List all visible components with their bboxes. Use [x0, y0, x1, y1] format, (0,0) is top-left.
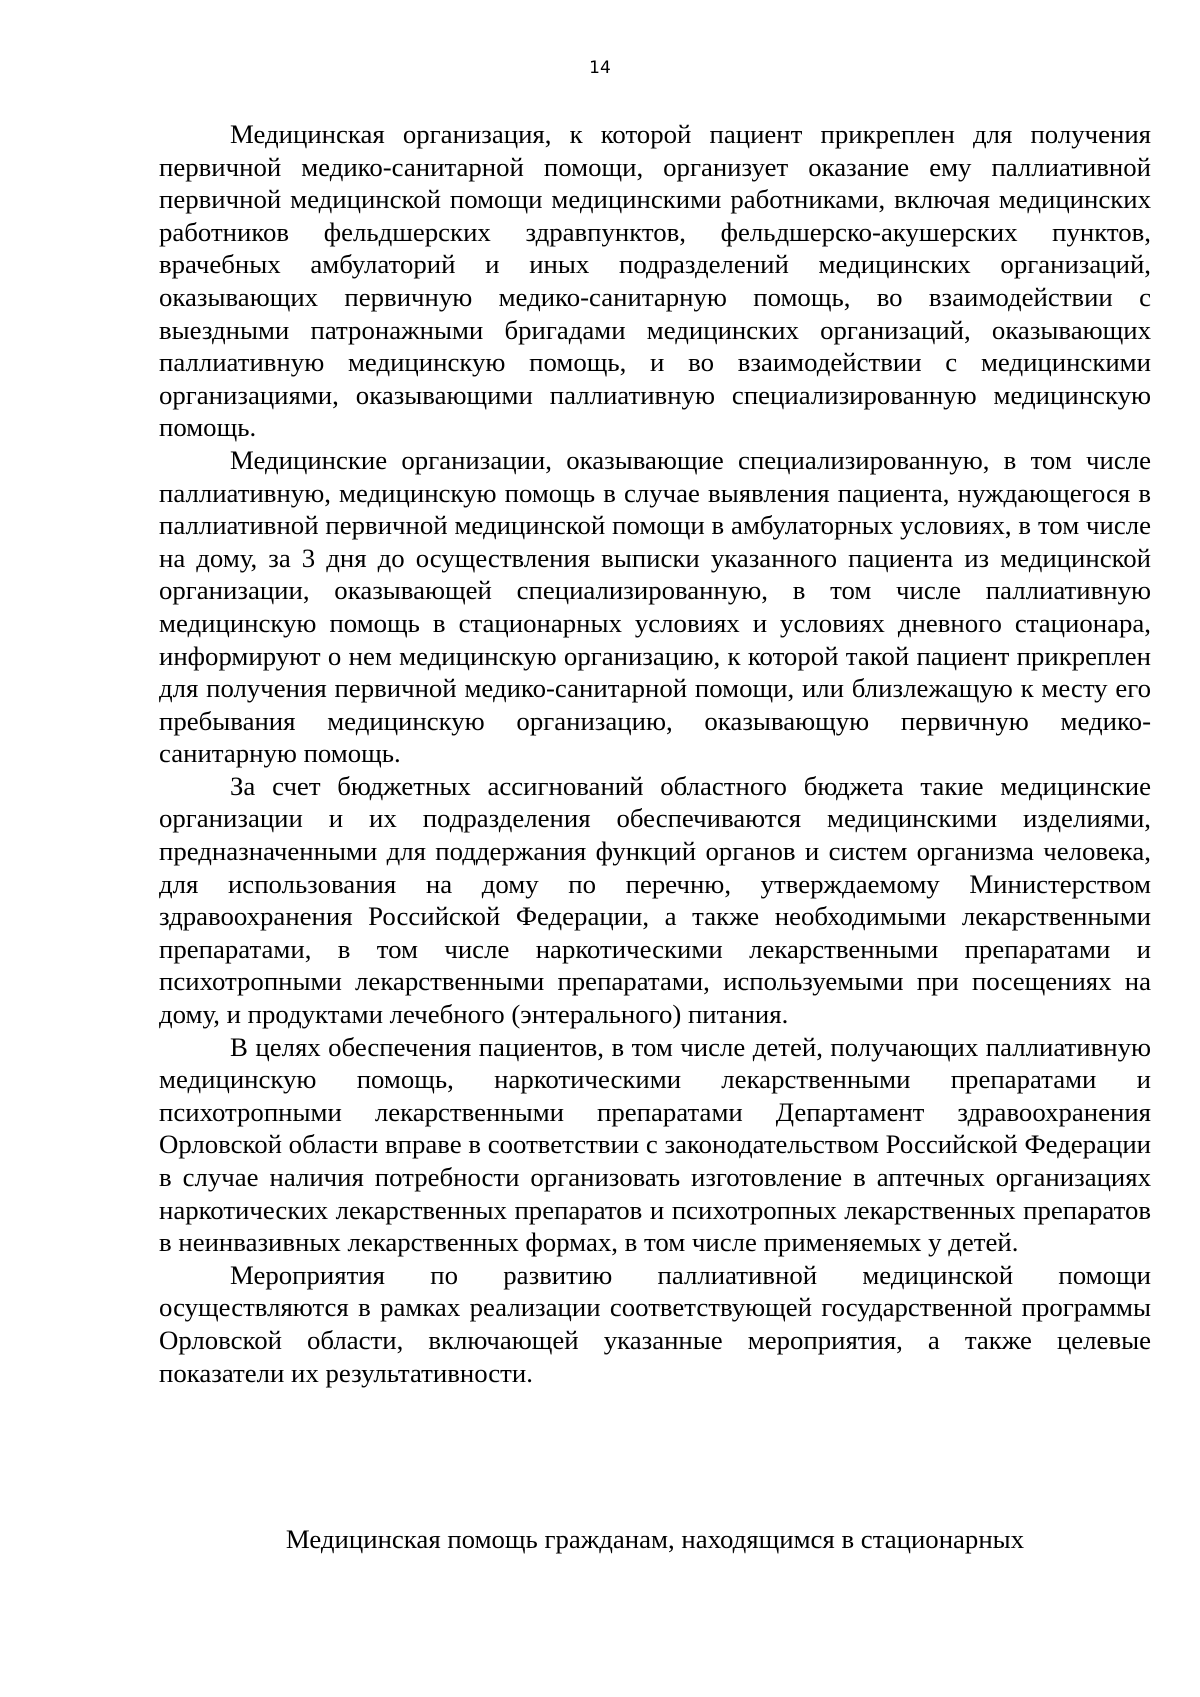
document-body: [159, 118, 1151, 1389]
section-heading: Медицинская помощь гражданам, находящимся в стационарных: [285, 1524, 1025, 1554]
page-number: 14: [589, 58, 611, 78]
paragraph-state-program-measures: Мероприятия по развитию паллиативной медицинской помощи осуществляются в рамках реализации соответствующей государственной программы Орловской области, включающей указанные мероприятия, а также целевые показатели их результативности.: [159, 1259, 1151, 1388]
paragraph-patient-discharge-notification: Медицинские организации, оказывающие специализированную, в том числе паллиативную, медицинскую помощь в случае выявления пациента, нуждающегося в паллиативной первичной медицинской помощи в амбулаторных условиях, в том числе на дому, за 3 дня до осуществления выписки указанного пациента из медицинской организации, оказывающей специализированную, в том числе паллиативную медицинскую помощь в стационарных условиях и условиях дневного стационара, информируют о нем медицинскую организацию, к которой такой пациент прикреплен для получения первичной медико-санитарной помощи, или близлежащую к месту его пребывания медицинскую организацию, оказывающую первичную медико-санитарную помощь.: [159, 444, 1151, 769]
paragraph-palliative-primary-care: Медицинская организация, к которой пациент прикреплен для получения первичной медико-санитарной помощи, организует оказание ему паллиативной первичной медицинской помощи медицинскими работниками, включая медицинских работников фельдшерских здравпунктов, фельдшерско-акушерских пунктов, врачебных амбулаторий и иных подразделений медицинских организаций, оказывающих первичную медико-санитарную помощь, во взаимодействии с выездными патронажными бригадами медицинских организаций, оказывающих паллиативную медицинскую помощь, и во взаимодействии с медицинскими организациями, оказывающими паллиативную специализированную медицинскую помощь.: [159, 119, 1151, 443]
paragraph-narcotic-drug-manufacturing: В целях обеспечения пациентов, в том числе детей, получающих паллиативную медицинскую помощь, наркотическими лекарственными препаратами и психотропными лекарственными препаратами Департамент здравоохранения Орловской области вправе в соответствии с законодательством Российской Федерации в случае наличия потребности организовать изготовление в аптечных организациях наркотических лекарственных препаратов и психотропных лекарственных препаратов в неинвазивных лекарственных формах, в том числе применяемых у детей.: [159, 1031, 1151, 1258]
paragraph-budget-medical-devices: За счет бюджетных ассигнований областного бюджета такие медицинские организации и их подразделения обеспечиваются медицинскими изделиями, предназначенными для поддержания функций органов и систем организма человека, для использования на дому по перечню, утверждаемому Министерством здравоохранения Российской Федерации, а также необходимыми лекарственными препаратами, в том числе наркотическими лекарственными препаратами и психотропными лекарственными препаратами, используемыми при посещениях на дому, и продуктами лечебного (энтерального) питания.: [159, 770, 1151, 1030]
